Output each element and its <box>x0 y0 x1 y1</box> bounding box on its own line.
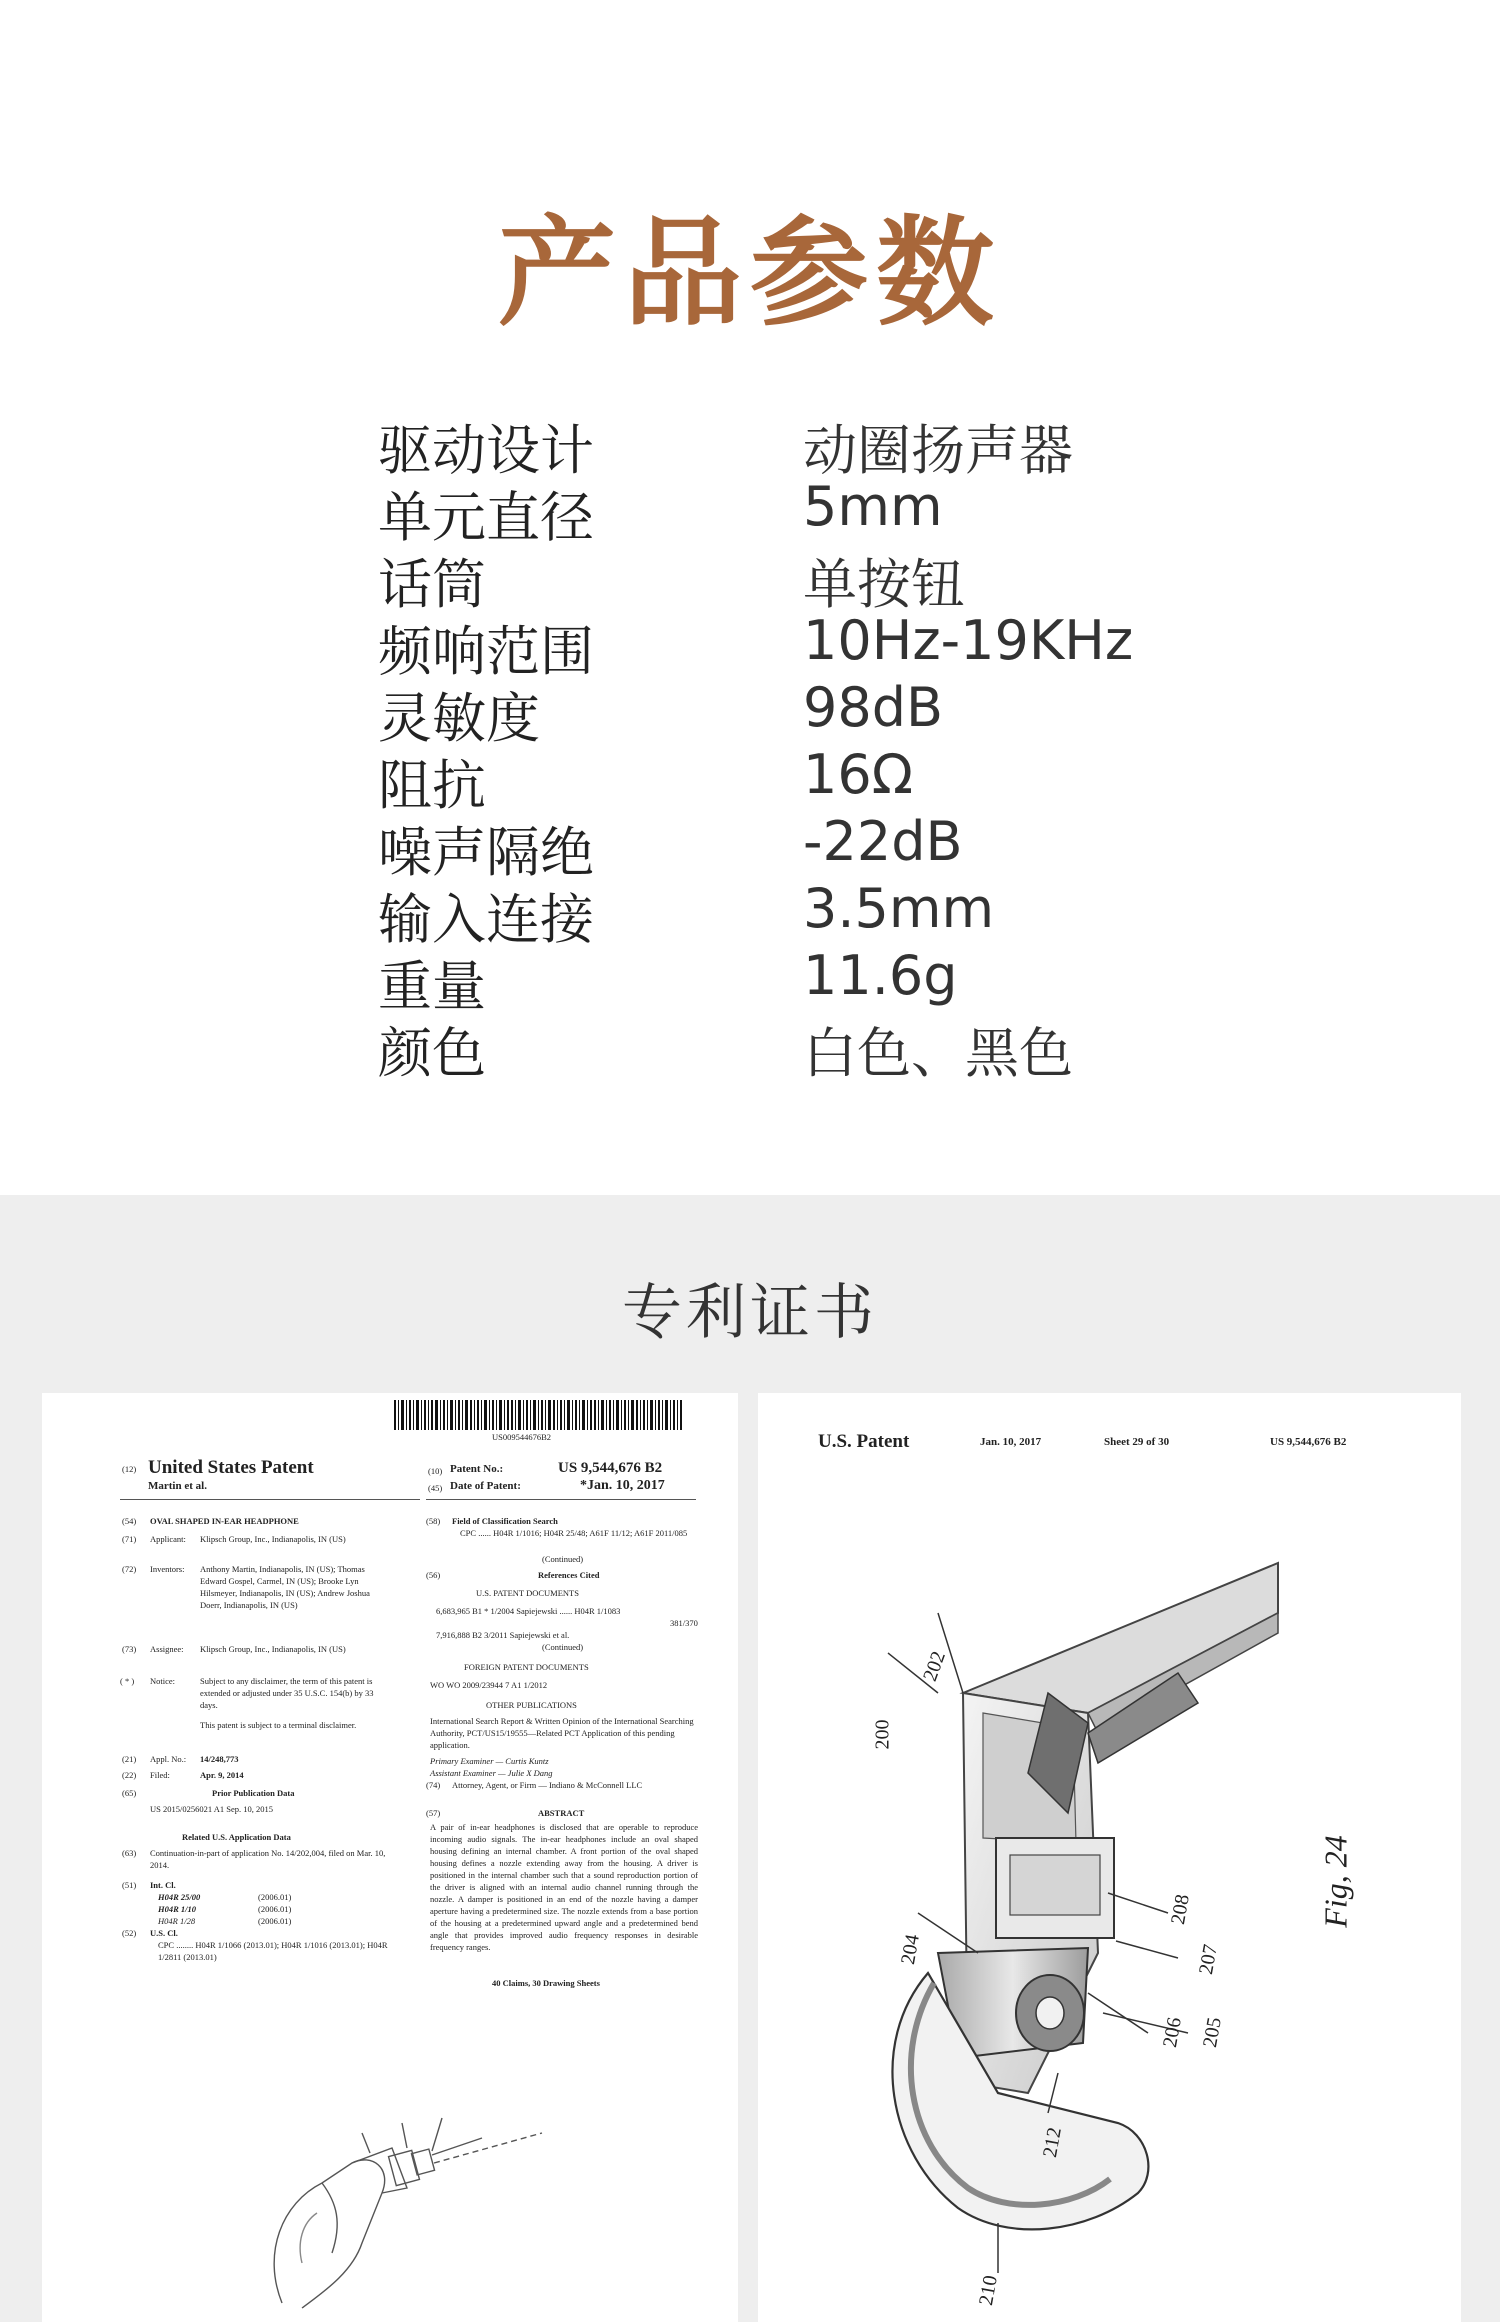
cpc-text: CPC ........ H04R 1/1066 (2013.01); H04R 1/1016 (2013.01); H04R 1/2811 (2013.01) <box>158 1940 388 1962</box>
spec-label: 话筒 <box>378 553 486 616</box>
field-label: U.S. Cl. <box>150 1928 178 1938</box>
code: (56) <box>426 1570 441 1580</box>
spec-label: 频响范围 <box>378 620 594 683</box>
code: (21) <box>122 1754 137 1764</box>
sheet-patent-number: US 9,544,676 B2 <box>1270 1436 1347 1448</box>
field-heading: Field of Classification Search <box>452 1516 558 1526</box>
spec-title: 产品参数 <box>497 204 1002 342</box>
field-label: Filed: <box>150 1770 170 1780</box>
spec-value: 98dB <box>803 676 944 739</box>
spec-label: 重量 <box>378 955 486 1018</box>
code: (65) <box>122 1788 137 1798</box>
date-label: Date of Patent: <box>450 1480 521 1492</box>
spec-label: 输入连接 <box>378 888 594 951</box>
patent-drawing-sheet <box>758 1393 1461 2322</box>
intcl-date: (2006.01) <box>258 1904 292 1914</box>
code: (57) <box>426 1808 441 1818</box>
other-text: International Search Report & Written Opinion of the International Searching Authority, PCT/US15/19555—Related PCT Application of this pending application. <box>430 1716 694 1750</box>
us-doc: 6,683,965 B1 * 1/2004 Sapiejewski ...... H04R 1/1083 <box>436 1606 621 1616</box>
part-label: 204 <box>897 1932 924 1967</box>
foreign-heading: FOREIGN PATENT DOCUMENTS <box>464 1662 589 1672</box>
code: (45) <box>428 1483 443 1493</box>
code: (72) <box>122 1564 137 1574</box>
assignee-text: Klipsch Group, Inc., Indianapolis, IN (US) <box>200 1644 346 1654</box>
spec-value: 5mm <box>803 475 943 538</box>
continued-note: (Continued) <box>542 1554 584 1564</box>
patent-section <box>0 1195 1500 2322</box>
divider <box>120 1499 420 1500</box>
part-label: 206 <box>1159 2015 1186 2050</box>
code: (12) <box>122 1464 137 1474</box>
continued-note: (Continued) <box>542 1642 584 1652</box>
part-label: 207 <box>1195 1942 1222 1977</box>
patent-title: 专利证书 <box>622 1278 878 1348</box>
patent-invention-title: OVAL SHAPED IN-EAR HEADPHONE <box>150 1516 299 1526</box>
spec-row <box>0 609 1500 683</box>
intcl-class: H04R 25/00 <box>158 1892 201 1902</box>
code: (51) <box>122 1880 137 1890</box>
claims-summary: 40 Claims, 30 Drawing Sheets <box>492 1978 600 1988</box>
appl-no: 14/248,773 <box>200 1754 239 1764</box>
applicant-text: Klipsch Group, Inc., Indianapolis, IN (US) <box>200 1534 346 1544</box>
examiner: Assistant Examiner — Julie X Dang <box>430 1768 553 1778</box>
field-label: Inventors: <box>150 1564 185 1574</box>
part-label: 205 <box>1199 2015 1226 2050</box>
prior-text: US 2015/0256021 A1 Sep. 10, 2015 <box>150 1804 274 1814</box>
intcl-class: H04R 1/28 <box>158 1916 196 1926</box>
code: (58) <box>426 1516 441 1526</box>
spec-value: 单按钮 <box>803 553 965 616</box>
field-text: CPC ...... H04R 1/1016; H04R 25/48; A61F 11/12; A61F 2011/085 <box>460 1528 688 1538</box>
code: (71) <box>122 1534 137 1544</box>
code: (52) <box>122 1928 137 1938</box>
us-docs-heading: U.S. PATENT DOCUMENTS <box>476 1588 579 1598</box>
field-label: Notice: <box>150 1676 176 1686</box>
barcode-number: US009544676B2 <box>492 1432 552 1442</box>
earphone-cross-section-icon <box>758 1393 1461 2322</box>
notice-text: Subject to any disclaimer, the term of this patent is extended or adjusted under 35 U.S.C. 154(b) by 33 days. <box>200 1676 374 1710</box>
code: (22) <box>122 1770 137 1780</box>
related-text: Continuation-in-part of application No. 14/202,004, filed on Mar. 10, 2014. <box>150 1848 386 1870</box>
spec-row <box>0 408 1500 482</box>
spec-label: 灵敏度 <box>378 687 540 750</box>
figure-label: Fig, 24 <box>1317 1835 1354 1928</box>
related-heading: Related U.S. Application Data <box>182 1832 291 1842</box>
patent-heading: United States Patent <box>148 1457 314 1478</box>
abstract-heading: ABSTRACT <box>538 1808 585 1818</box>
us-doc: 7,916,888 B2 3/2011 Sapiejewski et al. <box>436 1630 570 1640</box>
patent-no: US 9,544,676 B2 <box>558 1460 663 1476</box>
spec-value: 16Ω <box>803 743 913 806</box>
intcl-date: (2006.01) <box>258 1916 292 1926</box>
part-label: 212 <box>1039 2125 1066 2160</box>
spec-label: 阻抗 <box>378 754 486 817</box>
field-label: Int. Cl. <box>150 1880 176 1890</box>
part-label: 202 <box>919 1648 950 1685</box>
spec-value: 动圈扬声器 <box>803 419 1073 482</box>
patent-authors: Martin et al. <box>148 1480 207 1492</box>
spec-value: 3.5mm <box>803 877 995 940</box>
field-label: Assignee: <box>150 1644 184 1654</box>
spec-label: 颜色 <box>378 1022 486 1085</box>
field-label: Appl. No.: <box>150 1754 187 1764</box>
inventors-text: Anthony Martin, Indianapolis, IN (US); Thomas Edward Gospel, Carmel, IN (US); Brooke Lyn Hilsmeyer, Indianapolis, IN (US); Andrew Joshua Doerr, Indianapolis, IN (US) <box>200 1564 370 1610</box>
code: (10) <box>428 1466 443 1476</box>
part-label: 208 <box>1167 1892 1194 1927</box>
examiner: Primary Examiner — Curtis Kuntz <box>430 1756 549 1766</box>
spec-label: 驱动设计 <box>378 419 594 482</box>
spec-row <box>0 944 1500 1018</box>
us-doc: 381/370 <box>670 1618 698 1628</box>
spec-value: 10Hz-19KHz <box>803 609 1134 672</box>
abstract-text: A pair of in-ear headphones is disclosed that are operable to reproduce incoming audio signals. The in-ear headphones include an oval shaped housing defining an internal chamber. A front portion of the oval shaped housing defines a nozzle extending away from the housing. A driver is positioned in the internal chamber such that a sound reproduction portion of the driver is aligned with an internal audio channel running through the nozzle. A damper is positioned in an end of the nozzle having a damper aperture having a predetermined size. The nozzle extends from a base portion of the housing at a predetermined upward angle and a predetermined bend angle that provides improved audio frequency responses in desirable frequency ranges. <box>430 1822 698 1952</box>
spec-row <box>0 475 1500 549</box>
spec-row <box>0 1011 1500 1085</box>
sheet-number: Sheet 29 of 30 <box>1104 1436 1170 1448</box>
foreign-doc: WO WO 2009/23944 7 A1 1/2012 <box>430 1680 548 1690</box>
intcl-class: H04R 1/10 <box>158 1904 197 1914</box>
part-label: 210 <box>975 2273 1002 2308</box>
code: (74) <box>426 1780 441 1790</box>
filed-date: Apr. 9, 2014 <box>200 1770 244 1780</box>
code: ( * ) <box>120 1676 135 1686</box>
prior-heading: Prior Publication Data <box>212 1788 295 1798</box>
sheet-date: Jan. 10, 2017 <box>980 1436 1042 1448</box>
patent-date: *Jan. 10, 2017 <box>580 1478 665 1493</box>
notice-text: This patent is subject to a terminal disclaimer. <box>200 1720 357 1730</box>
other-heading: OTHER PUBLICATIONS <box>486 1700 577 1710</box>
spec-row <box>0 542 1500 616</box>
sheet-heading: U.S. Patent <box>818 1431 910 1452</box>
spec-label: 噪声隔绝 <box>378 821 594 884</box>
spec-row <box>0 743 1500 817</box>
attorney-text: Attorney, Agent, or Firm — Indiano & McConnell LLC <box>452 1780 643 1790</box>
patent-no-label: Patent No.: <box>450 1463 504 1475</box>
divider <box>426 1499 696 1500</box>
spec-row <box>0 877 1500 951</box>
spec-value: -22dB <box>803 810 963 873</box>
part-label: 200 <box>871 1719 894 1750</box>
code: (73) <box>122 1644 137 1654</box>
spec-label: 单元直径 <box>378 486 594 549</box>
spec-value: 11.6g <box>803 944 958 1007</box>
spec-row <box>0 810 1500 884</box>
code: (54) <box>122 1516 137 1526</box>
code: (63) <box>122 1848 137 1858</box>
field-label: Applicant: <box>150 1534 186 1544</box>
refs-heading: References Cited <box>538 1570 600 1580</box>
patent-front-page <box>42 1393 738 2322</box>
barcode <box>394 1400 682 1430</box>
intcl-date: (2006.01) <box>258 1892 292 1902</box>
spec-value: 白色、黑色 <box>803 1022 1073 1085</box>
spec-row <box>0 676 1500 750</box>
earphone-sketch-icon <box>242 2093 562 2313</box>
